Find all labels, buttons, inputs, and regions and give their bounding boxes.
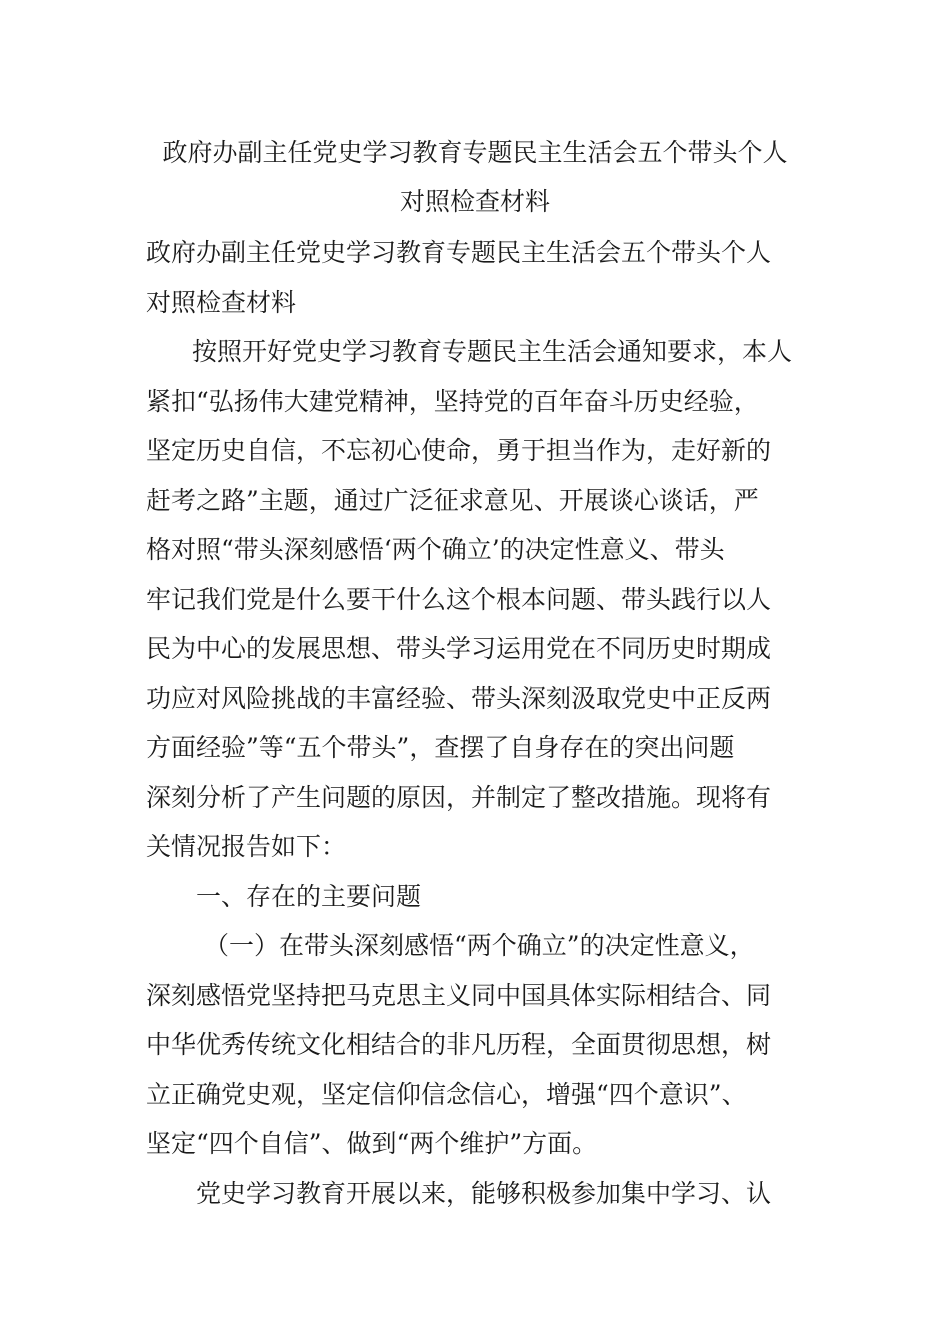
body-line: 坚定历史自信，不忘初心使命，勇于担当作为，走好新的 bbox=[146, 436, 772, 465]
paragraph-start-line: 按照开好党史学习教育专题民主生活会通知要求，本人 bbox=[192, 337, 793, 366]
document-title bbox=[146, 128, 804, 226]
body-line: 格对照“带头深刻感悟‘两个确立’的决定性意义、带头 bbox=[146, 535, 725, 564]
body-line: 功应对风险挑战的丰富经验、带头深刻汲取党史中正反两 bbox=[146, 683, 772, 713]
body-line: 关情况报告如下： bbox=[146, 832, 347, 861]
body-line: 方面经验”等“五个带头”，查摆了自身存在的突出问题 bbox=[146, 733, 735, 762]
body-line: 紧扣“弘扬伟大建党精神，坚持党的百年奋斗历史经验， bbox=[146, 386, 759, 416]
body-line: 深刻感悟党坚持把马克思主义同中国具体实际相结合、同 bbox=[146, 980, 772, 1010]
body-line: 牢记我们党是什么要干什么这个根本问题、带头践行以人 bbox=[146, 584, 772, 614]
body-line: 中华优秀传统文化相结合的非凡历程，全面贯彻思想，树 bbox=[146, 1030, 772, 1059]
section-heading: 一、存在的主要问题 bbox=[196, 881, 422, 911]
subsection-heading: （一）在带头深刻感悟“两个确立”的决定性意义， bbox=[204, 931, 755, 960]
document-body bbox=[146, 228, 808, 1218]
document-title-line-1: 政府办副主任党史学习教育专题民主生活会五个带头个人 bbox=[162, 138, 788, 167]
body-line: 坚定“四个自信”、做到“两个维护”方面。 bbox=[146, 1129, 598, 1158]
document-title-line-2: 对照检查材料 bbox=[399, 187, 550, 216]
body-line: 立正确党史观，坚定信仰信念信心，增强“四个意识”、 bbox=[146, 1079, 747, 1109]
body-line: 赶考之路”主题，通过广泛征求意见、开展谈心谈话，严 bbox=[146, 485, 759, 515]
body-line: 对照检查材料 bbox=[146, 287, 297, 317]
body-line: 深刻分析了产生问题的原因，并制定了整改措施。现将有 bbox=[146, 782, 772, 812]
body-line: 民为中心的发展思想、带头学习运用党在不同历史时期成 bbox=[146, 634, 772, 663]
paragraph-start-line: 党史学习教育开展以来，能够积极参加集中学习、认 bbox=[196, 1178, 772, 1208]
body-line: 政府办副主任党史学习教育专题民主生活会五个带头个人 bbox=[146, 238, 772, 267]
